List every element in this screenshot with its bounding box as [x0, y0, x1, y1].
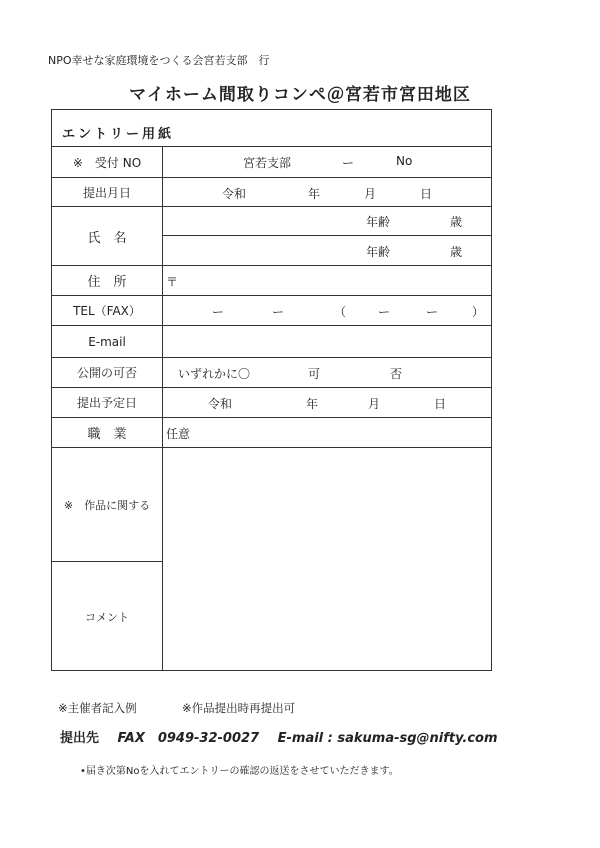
age-label-2: 年齢	[366, 245, 391, 259]
age-label-1: 年齢	[366, 215, 391, 229]
tel-dash-2: ー	[272, 305, 285, 319]
planned-date-label: 提出予定日	[76, 396, 137, 410]
page-title: マイホーム間取りコンペ＠宮若市宮田地区	[129, 85, 471, 105]
submit-date-year: 年	[308, 187, 321, 201]
planned-date-month: 月	[368, 397, 381, 411]
occupation-label: 職 業	[87, 427, 127, 442]
fax-paren-open: （	[334, 305, 347, 319]
addressee-line: NPO幸せな家庭環境をつくる会宮若支部 行	[48, 54, 270, 67]
comment-label-bottom: コメント	[85, 610, 129, 624]
fax-dash-1: ー	[378, 305, 391, 319]
sai-label-2: 歳	[450, 245, 463, 259]
fax-number: FAX 0949-32-0027	[117, 731, 260, 746]
planned-date-era: 令和	[208, 397, 233, 411]
reception-branch: 宮若支部	[243, 156, 292, 170]
submit-date-month: 月	[364, 187, 377, 201]
tel-label: TEL（FAX）	[73, 304, 141, 318]
publish-no[interactable]: 否	[390, 367, 403, 381]
tel-dash-1: ー	[212, 305, 225, 319]
publish-label: 公開の可否	[76, 366, 137, 380]
planned-date-year: 年	[306, 397, 319, 411]
comment-label-top: ※ 作品に関する	[63, 498, 151, 512]
email-label: E-mail	[88, 334, 126, 349]
submit-date-label: 提出月日	[82, 185, 131, 200]
entry-form	[51, 109, 492, 671]
name-label: 氏 名	[87, 230, 127, 246]
reception-no-label: ※ 受付 NO	[72, 155, 142, 170]
fax-dash-2: ー	[426, 305, 439, 319]
submit-date-day: 日	[420, 187, 433, 201]
fax-paren-close: ）	[472, 305, 485, 319]
submit-date-era: 令和	[222, 187, 247, 201]
contact-email[interactable]: E-mail : sakuma-sg@nifty.com	[277, 731, 498, 746]
publish-instruction: いずれかに〇	[178, 367, 251, 381]
footnote: •届き次第Noを入れてエントリーの確認の返送をさせていただきます。	[80, 766, 399, 777]
sai-label-1: 歳	[450, 215, 463, 229]
occupation-optional: 任意	[166, 427, 191, 441]
publish-yes[interactable]: 可	[308, 367, 321, 381]
reception-no: No	[396, 154, 413, 168]
postal-mark: 〒	[166, 275, 179, 289]
resubmit-note: ※作品提出時再提出可	[182, 701, 296, 715]
planned-date-day: 日	[434, 397, 447, 411]
submit-label: 提出先	[60, 731, 100, 746]
reception-dash: ー	[342, 156, 355, 170]
address-label: 住 所	[87, 275, 127, 290]
submission-info	[60, 727, 498, 746]
organizer-note: ※主催者記入例	[58, 701, 137, 715]
entry-form-title: エントリー用紙	[62, 127, 175, 142]
